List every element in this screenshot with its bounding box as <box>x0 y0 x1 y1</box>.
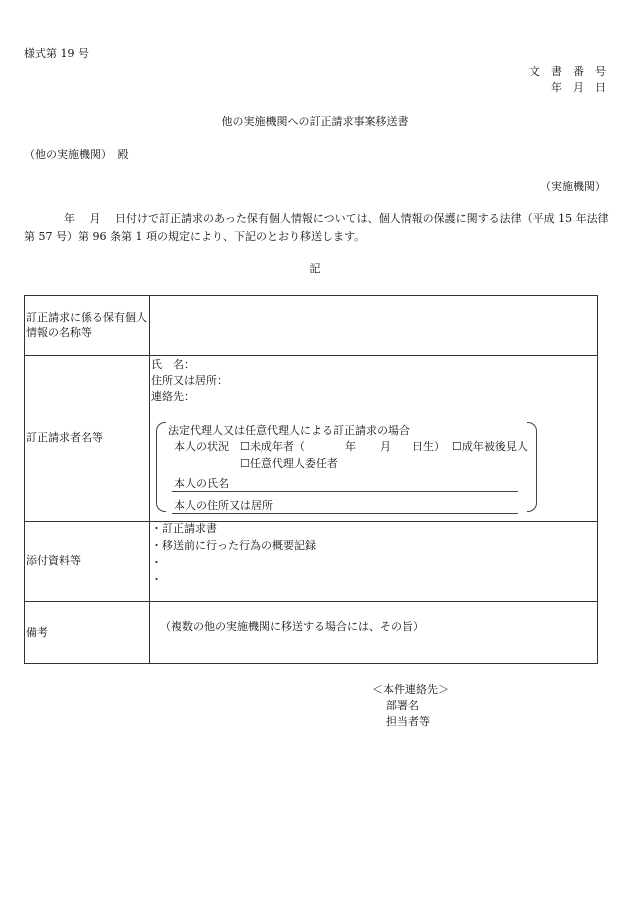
requester-contact-label: 連絡先： <box>151 390 195 403</box>
attachment-item-3: ・ <box>151 556 162 569</box>
contact-person-label: 担当者等 <box>386 715 430 728</box>
contact-heading: ＜本件連絡先＞ <box>372 683 449 696</box>
table-row-divider-3 <box>25 601 597 602</box>
document-title: 他の実施機関への訂正請求事案移送書 <box>221 115 409 128</box>
requester-name-label: 氏 名： <box>151 358 195 371</box>
row-label-personal-info-line-2: 情報の名称等 <box>26 326 92 339</box>
agent-bracket-left <box>156 422 166 512</box>
principal-name-label: 本人の氏名 <box>174 477 229 490</box>
remarks-note: （複数の他の実施機関に移送する場合には、その旨） <box>160 620 424 633</box>
sender-organization: （実施機関） <box>540 180 606 193</box>
ki-notation: 記 <box>309 262 321 275</box>
attachment-item-1: ・訂正請求書 <box>151 522 217 535</box>
details-table <box>24 295 598 664</box>
table-column-divider <box>149 296 150 663</box>
body-text-line-2: 第 57 号）第 96 条第 1 項の規定により、下記のとおり移送します。 <box>24 230 366 243</box>
adult-ward-checkbox[interactable]: ☐成年被後見人 <box>452 440 528 453</box>
body-text-line-1: 年 月 日付けで訂正請求のあった保有個人情報については、個人情報の保護に関する法律（平成 15 年法律 <box>64 212 609 225</box>
row-label-remarks: 備考 <box>26 626 48 639</box>
document-number-label: 文 書 番 号 <box>529 65 606 78</box>
requester-address-label: 住所又は居所： <box>151 374 228 387</box>
date-label: 年 月 日 <box>551 81 606 94</box>
attachment-item-2: ・移送前に行った行為の概要記録 <box>151 539 316 552</box>
principal-status-label: 本人の状況 <box>174 440 229 453</box>
principal-address-label: 本人の住所又は居所 <box>174 499 273 512</box>
voluntary-agent-checkbox[interactable]: ☐任意代理人委任者 <box>240 457 338 470</box>
birth-day-label: 日生） <box>412 440 445 453</box>
principal-address-line <box>172 513 518 514</box>
table-row-divider-1 <box>25 355 597 356</box>
row-label-attachments: 添付資料等 <box>26 554 81 567</box>
agent-section-heading: 法定代理人又は任意代理人による訂正請求の場合 <box>168 424 410 437</box>
contact-department-label: 部署名 <box>386 699 419 712</box>
agent-bracket-right <box>527 422 537 512</box>
birth-month-label: 月 <box>380 440 391 453</box>
attachment-item-4: ・ <box>151 573 162 586</box>
table-row-divider-2 <box>25 521 597 522</box>
birth-year-label: 年 <box>345 440 356 453</box>
row-label-requester: 訂正請求者名等 <box>26 431 103 444</box>
principal-name-line <box>172 491 518 492</box>
addressee: （他の実施機関） 殿 <box>24 148 129 161</box>
form-number: 様式第 19 号 <box>24 47 89 60</box>
minor-checkbox[interactable]: ☐未成年者（ <box>240 440 305 453</box>
row-label-personal-info-line-1: 訂正請求に係る保有個人 <box>26 311 147 324</box>
